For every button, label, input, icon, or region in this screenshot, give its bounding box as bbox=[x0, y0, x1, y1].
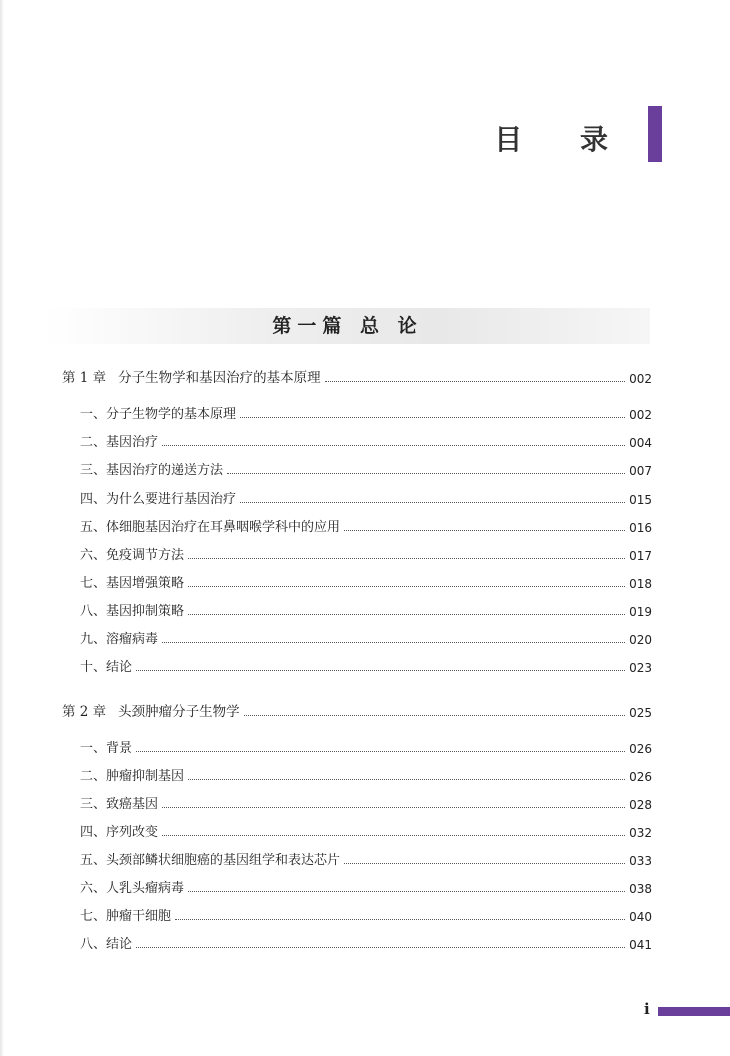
entry-label: 四、序列改变 bbox=[80, 825, 159, 840]
entry-label: 十、结论 bbox=[80, 660, 133, 675]
chapter-page: 025 bbox=[629, 706, 652, 720]
toc-chapter-1[interactable] bbox=[62, 368, 652, 386]
entry-label: 八、基因抑制策略 bbox=[80, 604, 185, 619]
footer-accent-bar bbox=[658, 1007, 730, 1016]
toc-entry[interactable] bbox=[80, 404, 652, 422]
leader-dots bbox=[136, 751, 625, 752]
entry-page: 015 bbox=[629, 493, 652, 507]
leader-dots bbox=[162, 445, 625, 446]
leader-dots bbox=[344, 863, 625, 864]
leader-dots bbox=[188, 779, 625, 780]
entry-page: 032 bbox=[629, 826, 652, 840]
entry-label: 一、背景 bbox=[80, 741, 133, 756]
entry-label: 一、分子生物学的基本原理 bbox=[80, 407, 237, 422]
entry-page: 026 bbox=[629, 770, 652, 784]
leader-dots bbox=[188, 614, 625, 615]
page-edge-shadow bbox=[0, 0, 4, 1056]
entry-label: 六、人乳头瘤病毒 bbox=[80, 881, 185, 896]
leader-dots bbox=[175, 919, 625, 920]
leader-dots bbox=[136, 947, 625, 948]
toc-entry[interactable] bbox=[80, 934, 652, 952]
entry-page: 004 bbox=[629, 436, 652, 450]
entry-label: 二、肿瘤抑制基因 bbox=[80, 769, 185, 784]
entry-page: 040 bbox=[629, 910, 652, 924]
entry-page: 018 bbox=[629, 577, 652, 591]
toc-chapter-2[interactable] bbox=[62, 702, 652, 720]
entry-page: 017 bbox=[629, 549, 652, 563]
entry-label: 八、结论 bbox=[80, 937, 133, 952]
chapter-title: 头颈肿瘤分子生物学 bbox=[118, 704, 240, 720]
entry-page: 038 bbox=[629, 882, 652, 896]
entry-page: 019 bbox=[629, 605, 652, 619]
entry-label: 五、头颈部鳞状细胞癌的基因组学和表达芯片 bbox=[80, 853, 341, 868]
entry-page: 002 bbox=[629, 408, 652, 422]
toc-entry[interactable] bbox=[80, 432, 652, 450]
toc-entry[interactable] bbox=[80, 906, 652, 924]
leader-dots bbox=[227, 473, 625, 474]
chapter-title: 分子生物学和基因治疗的基本原理 bbox=[118, 370, 321, 386]
toc-entry[interactable] bbox=[80, 657, 652, 675]
leader-dots bbox=[240, 502, 625, 503]
toc-entry[interactable] bbox=[80, 545, 652, 563]
leader-dots bbox=[162, 835, 625, 836]
chapter-number: 第 2 章 bbox=[62, 704, 107, 720]
entry-page: 026 bbox=[629, 742, 652, 756]
chapter-number: 第 1 章 bbox=[62, 370, 107, 386]
leader-dots bbox=[240, 417, 625, 418]
entry-page: 020 bbox=[629, 633, 652, 647]
leader-dots bbox=[188, 586, 625, 587]
leader-dots bbox=[325, 381, 625, 382]
entry-page: 023 bbox=[629, 661, 652, 675]
entry-label: 五、体细胞基因治疗在耳鼻咽喉学科中的应用 bbox=[80, 520, 341, 535]
toc-entry[interactable] bbox=[80, 822, 652, 840]
page-title: 目 录 bbox=[494, 123, 632, 156]
toc-entry[interactable] bbox=[80, 766, 652, 784]
toc-entry[interactable] bbox=[80, 629, 652, 647]
leader-dots bbox=[162, 807, 625, 808]
toc-entry[interactable] bbox=[80, 517, 652, 535]
entry-label: 三、基因治疗的递送方法 bbox=[80, 463, 224, 478]
entry-label: 三、致癌基因 bbox=[80, 797, 159, 812]
part-header: 第一篇 总 论 bbox=[45, 308, 650, 344]
title-accent-bar bbox=[648, 106, 662, 162]
entry-page: 033 bbox=[629, 854, 652, 868]
leader-dots bbox=[162, 642, 625, 643]
entry-label: 九、溶瘤病毒 bbox=[80, 632, 159, 647]
toc-entry[interactable] bbox=[80, 850, 652, 868]
entry-page: 016 bbox=[629, 521, 652, 535]
entry-page: 041 bbox=[629, 938, 652, 952]
toc-entry[interactable] bbox=[80, 738, 652, 756]
entry-label: 四、为什么要进行基因治疗 bbox=[80, 492, 237, 507]
entry-label: 七、基因增强策略 bbox=[80, 576, 185, 591]
toc-entry[interactable] bbox=[80, 460, 652, 478]
entry-label: 七、肿瘤干细胞 bbox=[80, 909, 172, 924]
leader-dots bbox=[188, 891, 625, 892]
entry-label: 二、基因治疗 bbox=[80, 435, 159, 450]
page-number: i bbox=[644, 1000, 650, 1018]
leader-dots bbox=[344, 530, 625, 531]
leader-dots bbox=[188, 558, 625, 559]
entry-page: 028 bbox=[629, 798, 652, 812]
entry-label: 六、免疫调节方法 bbox=[80, 548, 185, 563]
leader-dots bbox=[136, 670, 625, 671]
entry-page: 007 bbox=[629, 464, 652, 478]
leader-dots bbox=[244, 715, 625, 716]
toc-entry[interactable] bbox=[80, 601, 652, 619]
toc-entry[interactable] bbox=[80, 489, 652, 507]
toc-entry[interactable] bbox=[80, 878, 652, 896]
chapter-page: 002 bbox=[629, 372, 652, 386]
toc-entry[interactable] bbox=[80, 794, 652, 812]
toc-entry[interactable] bbox=[80, 573, 652, 591]
